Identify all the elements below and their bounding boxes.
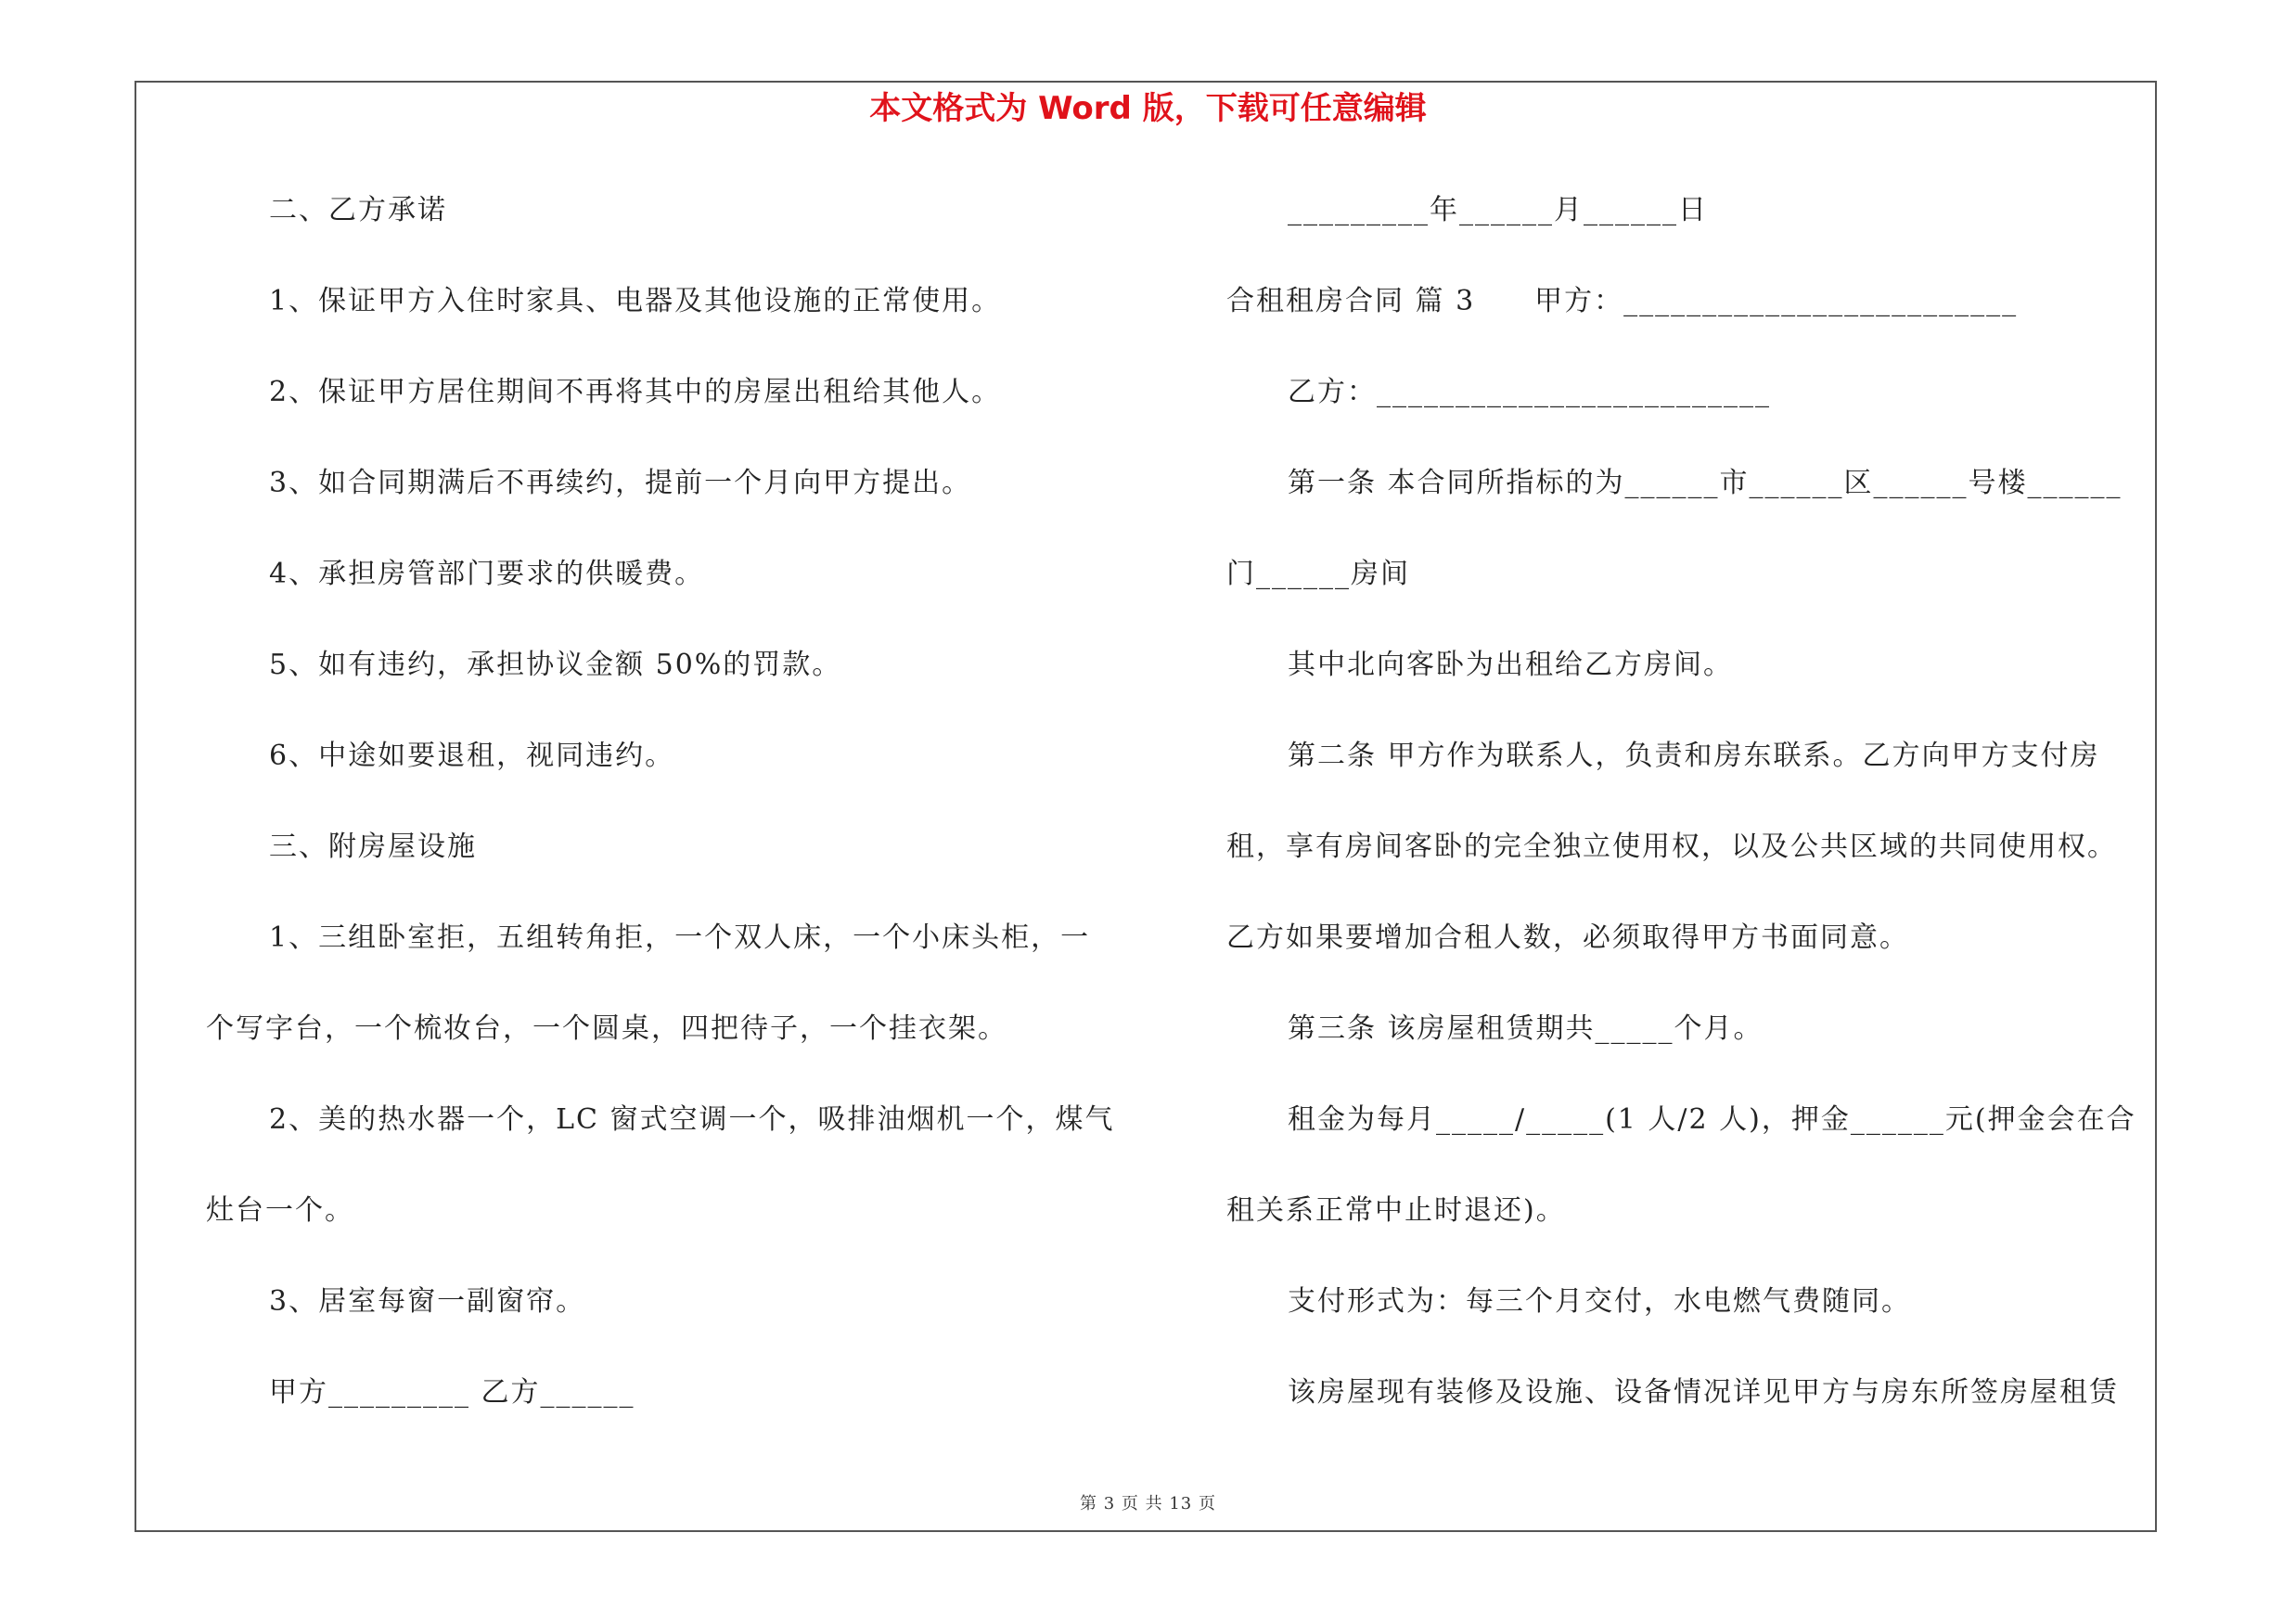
- right-line-party-b: 乙方：_________________________: [1288, 376, 1771, 408]
- right-line-article-3: 第三条 该房屋租赁期共_____个月。: [1288, 1012, 1764, 1045]
- left-line-item: 3、居室每窗一副窗帘。: [269, 1285, 586, 1318]
- left-line-item: 1、三组卧室拒，五组转角拒，一个双人床，一个小床头柜，一: [269, 921, 1091, 954]
- left-line-item: 4、承担房管部门要求的供暖费。: [269, 558, 705, 590]
- left-line-item: 1、保证甲方入住时家具、电器及其他设施的正常使用。: [269, 285, 1002, 317]
- left-line-section-title: 三、附房屋设施: [269, 831, 477, 863]
- page-number: 第 3 页 共 13 页: [1080, 1494, 1216, 1514]
- left-line-item: 2、美的热水器一个，LC 窗式空调一个，吸排油烟机一个，煤气: [269, 1103, 1115, 1136]
- right-line-paragraph: 支付形式为：每三个月交付，水电燃气费随同。: [1288, 1285, 1911, 1318]
- word-format-banner: 本文格式为 Word 版，下载可任意编辑: [869, 90, 1427, 127]
- left-line-continuation: 个写字台，一个梳妆台，一个圆桌，四把待子，一个挂衣架。: [206, 1012, 1007, 1045]
- right-line-continuation: 乙方如果要增加合租人数，必须取得甲方书面同意。: [1226, 921, 1909, 954]
- right-line-article-1: 第一条 本合同所指标的为______市______区______号楼______: [1288, 467, 2123, 499]
- right-line-paragraph: 其中北向客卧为出租给乙方房间。: [1288, 649, 1733, 681]
- left-line-signature: 甲方_________ 乙方______: [269, 1376, 635, 1409]
- right-line-paragraph: 该房屋现有装修及设施、设备情况详见甲方与房东所签房屋租赁: [1288, 1376, 2119, 1409]
- right-line-paragraph: 租金为每月_____/_____(1 人/2 人)，押金______元(押金会在合: [1288, 1103, 2136, 1136]
- left-line-item: 3、如合同期满后不再续约，提前一个月向甲方提出。: [269, 467, 972, 499]
- right-line-article-2: 第二条 甲方作为联系人，负责和房东联系。乙方向甲方支付房: [1288, 740, 2100, 772]
- left-line-item: 2、保证甲方居住期间不再将其中的房屋出租给其他人。: [269, 376, 1002, 408]
- left-line-item: 6、中途如要退租，视同违约。: [269, 740, 675, 772]
- right-line-date: _________年______月______日: [1288, 194, 1708, 226]
- left-line-section-title: 二、乙方承诺: [269, 194, 447, 226]
- right-line-continuation: 租，享有房间客卧的完全独立使用权，以及公共区域的共同使用权。: [1226, 831, 2117, 863]
- right-line-contract-heading: 合租租房合同 篇 3 甲方：_________________________: [1226, 285, 2019, 317]
- right-line-continuation: 租关系正常中止时退还)。: [1226, 1194, 1566, 1227]
- left-line-continuation: 灶台一个。: [206, 1194, 354, 1227]
- right-line-continuation: 门______房间: [1226, 558, 1410, 590]
- left-line-item: 5、如有违约，承担协议金额 50%的罚款。: [269, 649, 842, 681]
